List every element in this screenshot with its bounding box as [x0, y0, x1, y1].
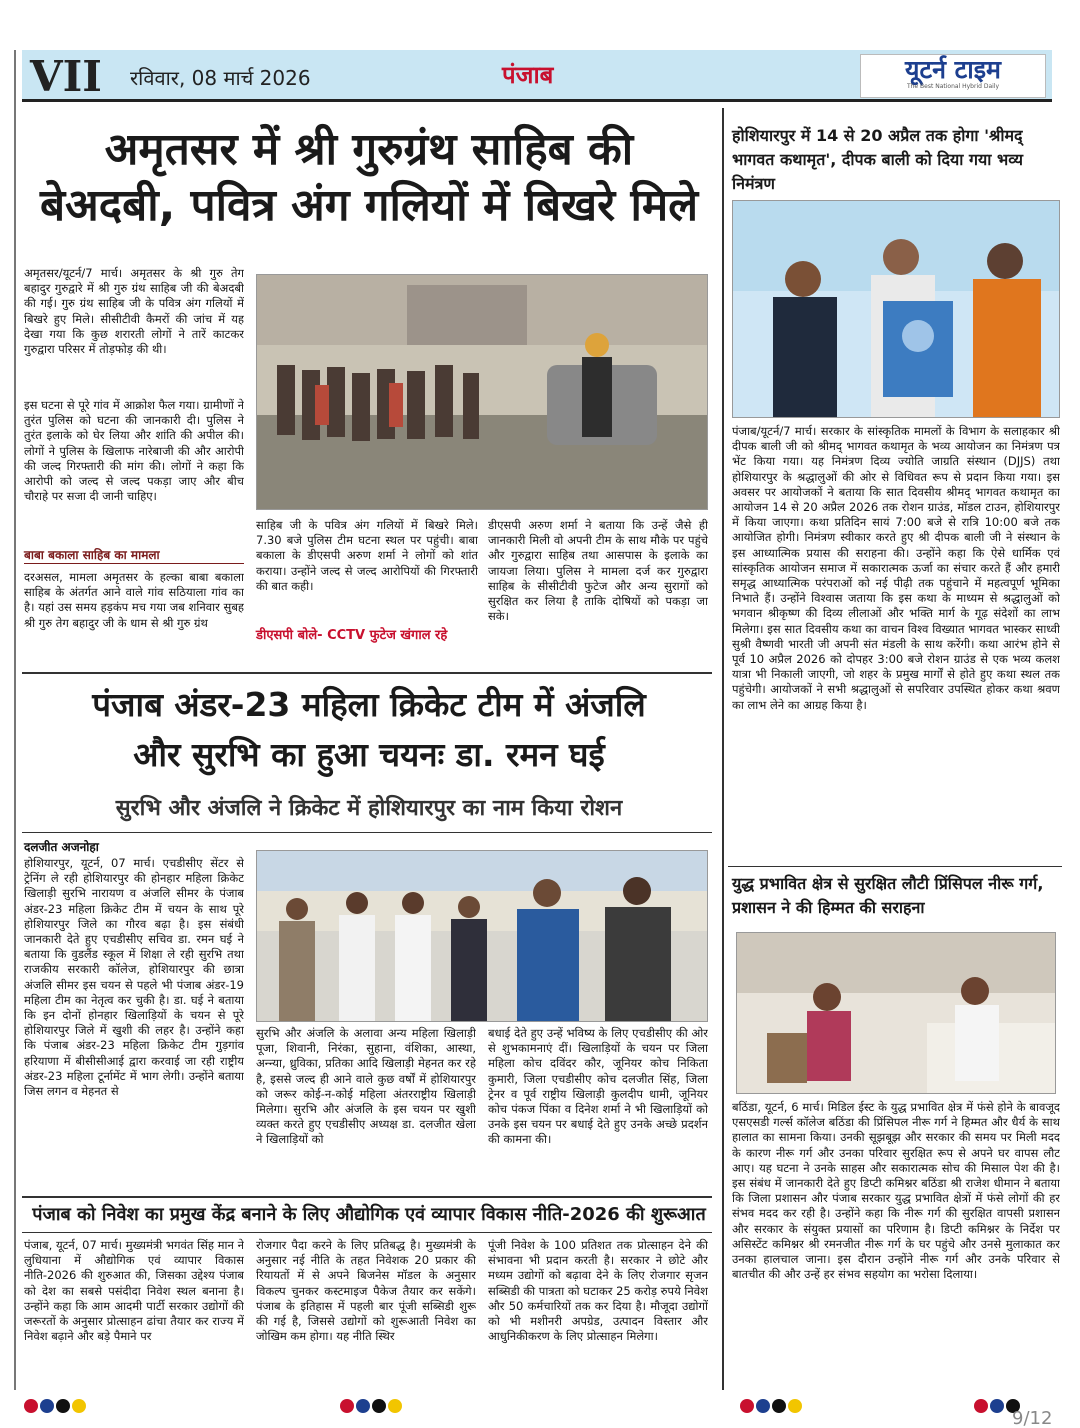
- story5-body: बठिंडा, यूटर्न, 6 मार्च। मिडिल ईस्ट के युद्ध प्रभावित क्षेत्र में फंसे होने के बावजूद एसएसडी गर्ल्स कॉलेज बठिंडा की प्रिंसिपल नीरू गर्ग ने हिम्मत और धैर्य के साथ हालात का सामना किया। उनकी सूझबूझ और सरकार की समय पर मिली मदद के कारण नीरू गर्ग और उनका परिवार सुरक्षित रूप से अपने घर वापस लौट आए। यह घटना ने उनके साहस और सकारात्मक सोच की मिसाल पेश की है। इस संबंध में जानकारी देते हुए डिप्टी कमिश्नर बठिंडा श्री राजेश धीमान ने बताया कि जिला प्रशासन और पंजाब सरकार युद्ध प्रभावित क्षेत्रों में फंसे लोगों की हर संभव मदद कर रही है। उन्होंने कहा कि नीरू गर्ग की सुरक्षित वापसी प्रशासन और सरकार के संयुक्त प्रयासों का परिणाम है। डिप्टी कमिश्नर के निर्देश पर असिस्टेंट कमिश्नर श्री रमनजीत नीरू गर्ग के घर पहुंचे और उनसे मुलाकात कर उनका हालचाल जाना। इस दौरान उन्होंने नीरू गर्ग और उनके परिवार से बातचीत की और उन्हें हर संभव सहयोग का भरोसा दिलाया।: [732, 1100, 1060, 1282]
- story1-col1-para1: अमृतसर/यूटर्न/7 मार्च। अमृतसर के श्री गुरु तेग बहादुर गुरुद्वारे में श्री गुरु ग्रंथ साहिब जी की बेअदबी की गई। गुरु ग्रंथ साहिब जी के पवित्र अंग गलियों में बिखरे हुए मिले। सीसीटीवी कैमरों की जांच में यह देखा गया कि कुछ शरारती लोगों ने तारें काटकर गुरुद्वारा परिसर में तोड़फोड़ की थी।: [24, 266, 244, 357]
- logo-tagline: The Best National Hybrid Daily: [906, 83, 1000, 90]
- story3-col2: रोजगार पैदा करने के लिए प्रतिबद्ध है। मुख्यमंत्री के अनुसार नई नीति के तहत निवेशक 20 प्रकार की रियायतों में से अपने बिजनेस मॉडल के अनुसार विकल्प चुनकर कस्टमाइज पैकेज तैयार कर सकेंगे। पंजाब के इतिहास में पहली बार पूंजी सब्सिडी शुरू की गई है, जिससे उद्योगों को शुरूआती निवेश का जोखिम कम होगा। यह नीति स्थिर: [256, 1238, 476, 1344]
- story4-body: पंजाब/यूटर्न/7 मार्च। सरकार के सांस्कृतिक मामलों के विभाग के सलाहकार श्री दीपक बाली जी को श्रीमद् भागवत कथामृत के भव्य आयोजन का निमंत्रण पत्र भेंट किया गया। यह निमंत्रण दिव्य ज्योति जाग्रति संस्थान (DJJS) तथा होशियारपुर के श्रद्धालुओं की ओर से विधिवत रूप से प्रदान किया गया। इस अवसर पर आयोजकों ने बताया कि सात दिवसीय श्रीमद् भागवत कथामृत का आयोजन 14 से 20 अप्रैल 2026 तक रोशन ग्राउंड, मॉडल टाउन, होशियारपुर में किया जाएगा। कथा प्रतिदिन सायं 7:00 बजे से रात्रि 10:00 बजे तक आयोजित होगी। निमंत्रण स्वीकार करते हुए श्री दीपक बाली जी ने संस्थान के इस आध्यात्मिक प्रयास की सराहना की। उन्होंने कहा कि ऐसे धार्मिक एवं सांस्कृतिक आयोजन समाज में सकारात्मक ऊर्जा का संचार करते हैं और हमारी समृद्ध आध्यात्मिक परंपराओं को नई पीढ़ी तक पहुंचाने में महत्वपूर्ण भूमिका निभाते हैं। उन्होंने विश्वास जताया कि इस कथा के माध्यम से श्रद्धालुओं को भगवान श्रीकृष्ण की दिव्य लीलाओं और भक्ति मार्ग के गूढ़ संदेशों का लाभ मिलेगा। इस सात दिवसीय कथा का वाचन विश्व विख्यात भागवत भास्कर साध्वी सुश्री वैष्णवी भारती जी अपनी संत मंडली के साथ करेंगी। कथा आरंभ होने से पूर्व 10 अप्रैल 2026 को दोपहर 3:00 बजे रोशन ग्राउंड से एक भव्य कलश यात्रा भी निकाली जाएगी, जो शहर के प्रमुख मार्गों से होते हुए कथा स्थल तक पहुंचेगी। आयोजकों ने सभी श्रद्धालुओं से सपरिवार उपस्थित होकर कथा श्रवण का लाभ लेने का आग्रह किया है।: [732, 424, 1060, 712]
- masthead: [22, 50, 1052, 102]
- story2-headline-line1: पंजाब अंडर-23 महिला क्रिकेट टीम में अंजलि: [92, 685, 646, 724]
- story1-headline-line2: बेअदबी, पवित्र अंग गलियों में बिखरे मिले: [39, 180, 699, 231]
- story1-subhead-baba-bakala: बाबा बकाला साहिब का मामला: [24, 546, 244, 564]
- story3-col1: पंजाब, यूटर्न, 07 मार्च। मुख्यमंत्री भगवंत सिंह मान ने लुधियाना में औद्योगिक एवं व्यापार विकास नीति-2026 की शुरुआत की, जिसका उद्देश्य पंजाब को देश का सबसे पसंदीदा निवेश स्थल बनाना है। उन्होंने कहा कि आम आदमी पार्टी सरकार उद्योगों की जरूरतों के अनुसार प्रोत्साहन ढांचा तैयार कर राज्य में निवेश बढ़ाने और बड़े पैमाने पर: [24, 1238, 244, 1344]
- story1-col1-para2: इस घटना से पूरे गांव में आक्रोश फैल गया। ग्रामीणों ने तुरंत पुलिस को घटना की जानकारी दी। पुलिस ने तुरंत इलाके को घेर लिया और शांति की अपील की। लोगों ने पुलिस के खिलाफ नारेबाजी की और आरोपी की जल्द गिरफ्तारी की मांग की। लोगों ने कहा कि आरोपी को जल्द से जल्द पकड़ा जाए और बीच चौराहे पर सजा दी जानी चाहिए।: [24, 398, 244, 504]
- story5-photo-meeting: [736, 932, 1056, 1094]
- story2-col2: सुरभि और अंजलि के अलावा अन्य महिला खिलाड़ी पूजा, शिवानी, निरंका, सुहाना, वंशिका, आस्था, अन्न्या, ध्रुविका, प्रतिका आदि खिलाड़ी मेहनत कर रहे है, इससे जल्द ही आने वाले कुछ वर्षों में होशियारपुर को जरूर कोई-न-कोई महिला अंतरराष्ट्रीय खिलाड़ी मिलेगा। सुरभि और अंजलि के इस चयन पर खुशी व्यक्त करते हुए एचडीसीए अध्यक्ष डा. दलजीत खेला ने खिलाड़ियों को: [256, 1026, 476, 1147]
- footer-color-dots-center: [340, 1398, 404, 1417]
- story1-photo-crowd: [256, 274, 708, 510]
- story1-subhead-dsp: डीएसपी बोले- CCTV फुटेज खंगाल रहे: [256, 628, 448, 643]
- section-name: पंजाब: [502, 61, 554, 89]
- footer-color-dots-right: [740, 1398, 804, 1417]
- page-counter: 9/12: [1012, 1408, 1053, 1428]
- story2-headline-line2: और सुरभि का हुआ चयनः डा. रमन घई: [133, 735, 605, 774]
- story2-col1: होशियारपुर, यूटर्न, 07 मार्च। एचडीसीए सेंटर से ट्रेनिंग ले रही होशियारपुर की होनहार महिला क्रिकेट खिलाड़ी सुरभि नारायण व अंजलि सीमर के पंजाब अंडर-23 महिला क्रिकेट टीम में चयन के साथ पूरे होशियारपुर जिले का गौरव बढ़ा है। इस संबंधी जानकारी देते हुए एचडीसीए सचिव डा. रमन घई ने बताया कि वुडलैंड स्कूल में शिक्षा ले रही सुरभि तथा राजकीय सरकारी कॉलेज, होशियारपुर की छात्रा अंजलि सीमर इस चयन से पहले भी पंजाब अंडर-19 महिला टीम का नेतृत्व कर चुकी है। डा. घई ने बताया कि इन दोनों होनहार खिलाड़ियों के चयन से पूरे होशियारपुर जिले में खुशी की लहर है। उन्होंने कहा कि पंजाब अंडर-23 महिला क्रिकेट टीम गुड़गांव हरियाणा में बीसीसीआई द्वारा करवाई जा रही राष्ट्रीय अंडर-23 महिला टूर्नामेंट में भाग लेगी। उन्होंने बताया जिस लगन व मेहनत से: [24, 856, 244, 1099]
- story1-col3-para1: डीएसपी अरुण शर्मा ने बताया कि उन्हें जैसे ही जानकारी मिली वो अपनी टीम के साथ मौके पर पहुंचे और गुरुद्वारा साहिब तथा आसपास के इलाके का जायजा लिया। पुलिस ने मामला दर्ज कर गुरुद्वारा साहिब के सीसीटीवी फुटेज और अन्य सुरागों को सुरक्षित कर लिया है ताकि दोषियों को पकड़ा जा सके।: [488, 518, 708, 624]
- story1-col1-para3: दरअसल, मामला अमृतसर के हल्का बाबा बकाला साहिब के अंतर्गत आने वाले गांव सठियाला गांव का है। यहां उस समय हड़कंप मच गया जब शनिवार सुबह श्री गुरु तेग बहादुर जी के धाम से श्री गुरु ग्रंथ: [24, 570, 244, 630]
- newspaper-logo: [860, 54, 1046, 98]
- story4-photo-invitation: [732, 200, 1060, 418]
- story2-headline: [24, 680, 714, 780]
- footer-color-dots-left: [24, 1398, 88, 1417]
- story2-subheadline: सुरभि और अंजलि ने क्रिकेट में होशियारपुर का नाम किया रोशन: [115, 796, 623, 821]
- story1-col2-para1: साहिब जी के पवित्र अंग गलियों में बिखरे मिले। 7.30 बजे पुलिस टीम घटना स्थल पर पहुंची। बाबा बकाला के डीएसपी अरुण शर्मा ने लोगों को शांत कराया। उन्होंने जल्द से जल्द आरोपियों की गिरफ्तारी की बात कही।: [256, 518, 478, 593]
- story3-col3: पूंजी निवेश के 100 प्रतिशत तक प्रोत्साहन देने की संभावना भी प्रदान करती है। सरकार ने छोटे और मध्यम उद्योगों को बढ़ावा देने के लिए रोजगार सृजन सब्सिडी की पात्रता को घटाकर 25 करोड़ रुपये निवेश और 50 कर्मचारियों तक कर दिया है। मौजूदा उद्योगों को भी मशीनरी अपग्रेड, उत्पादन विस्तार और आधुनिकीकरण के लिए प्रोत्साहन मिलेगा।: [488, 1238, 708, 1344]
- page-numeral: VII: [30, 52, 102, 101]
- logo-text: यूटर्न टाइम: [905, 55, 1001, 84]
- story2-col3: बधाई देते हुए उन्हें भविष्य के लिए एचडीसीए की ओर से शुभकामनाएं दीं। खिलाड़ियों के चयन पर जिला महिला कोच दविंदर कौर, जूनियर कोच निकिता कुमारी, जिला एचडीसीए कोच दलजीत सिंह, जिला ट्रेनर व पूर्व राष्ट्रीय खिलाड़ी कुलदीप धामी, जूनियर कोच पंकज पिंका व दिनेश शर्मा ने भी खिलाड़ियों को उनके इस चयन पर बधाई देते हुए उनके अच्छे प्रदर्शन की कामना की।: [488, 1026, 708, 1147]
- story2-photo-team: [256, 850, 708, 1022]
- story1-headline-line1: अमृतसर में श्री गुरुग्रंथ साहिब की: [104, 124, 634, 175]
- story1-headline: [24, 122, 714, 234]
- story4-headline: होशियारपुर में 14 से 20 अप्रैल तक होगा 'श्रीमद् भागवत कथामृत', दीपक बाली को दिया गया भव्य निमंत्रण: [732, 126, 1023, 193]
- story2-byline: दलजीत अजनोहा: [24, 840, 99, 854]
- story3-headline: पंजाब को निवेश का प्रमुख केंद्र बनाने के लिए औद्योगिक एवं व्यापार विकास नीति-2026 की शुरूआत: [32, 1204, 706, 1225]
- issue-date: रविवार, 08 मार्च 2026: [130, 66, 311, 90]
- story5-headline: युद्ध प्रभावित क्षेत्र से सुरक्षित लौटी प्रिंसिपल नीरू गर्ग, प्रशासन ने की हिम्मत की सराहना: [732, 874, 1044, 917]
